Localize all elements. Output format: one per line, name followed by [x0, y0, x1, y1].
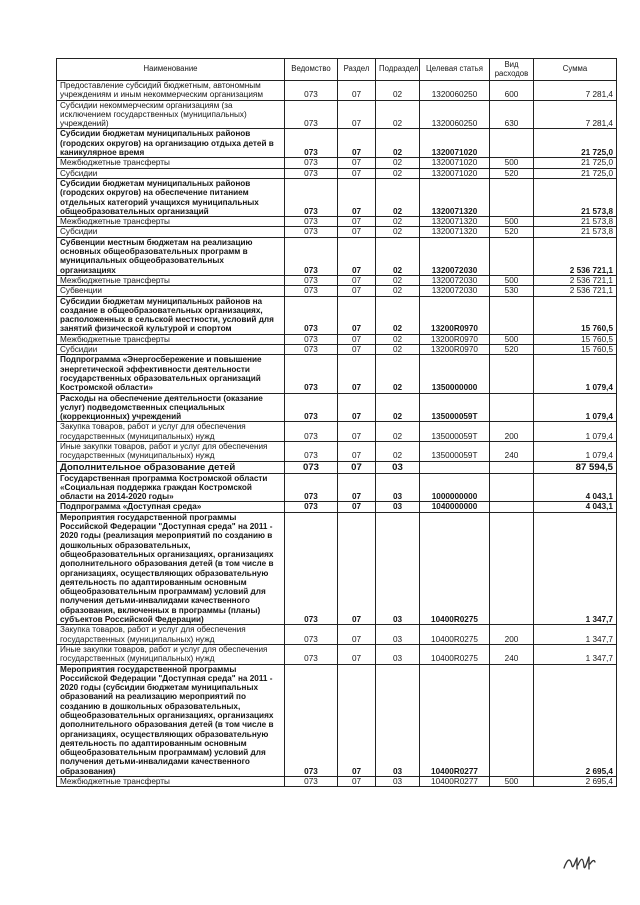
row-department: 073 — [285, 502, 338, 512]
row-section: 07 — [338, 461, 376, 473]
row-expense-type — [490, 355, 534, 393]
header-target: Целевая статья — [420, 59, 490, 81]
row-target: 1320071020 — [420, 168, 490, 178]
table-row — [57, 296, 617, 334]
row-sum: 21 725,0 — [534, 129, 617, 158]
row-department: 073 — [285, 664, 338, 777]
row-target: 1320072030 — [420, 275, 490, 285]
row-department: 073 — [285, 644, 338, 664]
row-expense-type: 500 — [490, 158, 534, 168]
row-sum: 1 079,4 — [534, 422, 617, 442]
row-sum: 21 725,0 — [534, 158, 617, 168]
row-subsection: 03 — [376, 461, 420, 473]
row-name: Субвенции местным бюджетам на реализацию основных общеобразовательных программ в муниципальных общеобразовательных организациях — [57, 237, 285, 275]
row-section: 07 — [338, 81, 376, 101]
row-expense-type: 520 — [490, 227, 534, 237]
row-department: 073 — [285, 275, 338, 285]
row-target: 13200R0970 — [420, 334, 490, 344]
row-name: Субсидии некоммерческим организациям (за исключением государственных (муниципальных) учреждений) — [57, 100, 285, 129]
row-target: 13200R0970 — [420, 345, 490, 355]
row-department: 073 — [285, 473, 338, 502]
budget-table — [56, 58, 617, 787]
row-subsection: 02 — [376, 217, 420, 227]
row-expense-type: 200 — [490, 422, 534, 442]
row-sum: 2 536 721,1 — [534, 286, 617, 296]
row-target: 10400R0275 — [420, 644, 490, 664]
row-expense-type — [490, 473, 534, 502]
row-sum: 2 695,4 — [534, 664, 617, 777]
row-name: Межбюджетные трансферты — [57, 275, 285, 285]
row-expense-type: 500 — [490, 334, 534, 344]
row-name: Межбюджетные трансферты — [57, 158, 285, 168]
table-row — [57, 81, 617, 101]
table-row — [57, 777, 617, 787]
table-row — [57, 512, 617, 625]
table-row — [57, 158, 617, 168]
row-department: 073 — [285, 168, 338, 178]
row-department: 073 — [285, 217, 338, 227]
table-row — [57, 441, 617, 461]
row-expense-type: 200 — [490, 625, 534, 645]
row-name: Межбюджетные трансферты — [57, 217, 285, 227]
header-expense-type: Вид расходов — [490, 59, 534, 81]
row-sum: 4 043,1 — [534, 473, 617, 502]
row-target: 1320072030 — [420, 286, 490, 296]
row-subsection: 02 — [376, 129, 420, 158]
table-row — [57, 393, 617, 422]
row-section: 07 — [338, 158, 376, 168]
row-target: 13200R0970 — [420, 296, 490, 334]
row-subsection: 02 — [376, 441, 420, 461]
row-name: Иные закупки товаров, работ и услуг для обеспечения государственных (муниципальных) нужд — [57, 644, 285, 664]
row-sum: 2 695,4 — [534, 777, 617, 787]
row-subsection: 02 — [376, 422, 420, 442]
row-expense-type — [490, 664, 534, 777]
row-department: 073 — [285, 81, 338, 101]
row-subsection: 02 — [376, 237, 420, 275]
row-subsection: 02 — [376, 345, 420, 355]
row-target: 135000059Т — [420, 393, 490, 422]
row-section: 07 — [338, 334, 376, 344]
row-section: 07 — [338, 129, 376, 158]
row-sum: 1 079,4 — [534, 355, 617, 393]
row-subsection: 02 — [376, 355, 420, 393]
row-expense-type — [490, 178, 534, 216]
row-name: Субсидии бюджетам муниципальных районов (городских округов) на организацию отдыха детей в каникулярное время — [57, 129, 285, 158]
table-row — [57, 100, 617, 129]
row-subsection: 03 — [376, 777, 420, 787]
row-expense-type — [490, 461, 534, 473]
row-subsection: 02 — [376, 227, 420, 237]
row-expense-type — [490, 393, 534, 422]
row-department: 073 — [285, 393, 338, 422]
row-subsection: 02 — [376, 168, 420, 178]
row-sum: 1 079,4 — [534, 441, 617, 461]
row-target: 1320060250 — [420, 100, 490, 129]
table-row — [57, 227, 617, 237]
row-expense-type: 240 — [490, 441, 534, 461]
table-row — [57, 502, 617, 512]
row-department: 073 — [285, 158, 338, 168]
row-target: 1320071320 — [420, 217, 490, 227]
table-row — [57, 355, 617, 393]
row-subsection: 02 — [376, 81, 420, 101]
row-subsection: 03 — [376, 473, 420, 502]
row-expense-type — [490, 237, 534, 275]
table-row — [57, 237, 617, 275]
table-row — [57, 275, 617, 285]
row-name: Государственная программа Костромской области «Социальная поддержка граждан Костромской области на 2014-2020 годы» — [57, 473, 285, 502]
row-section: 07 — [338, 441, 376, 461]
row-section: 07 — [338, 100, 376, 129]
row-section: 07 — [338, 644, 376, 664]
row-section: 07 — [338, 168, 376, 178]
row-target: 10400R0277 — [420, 664, 490, 777]
row-department: 073 — [285, 178, 338, 216]
row-section: 07 — [338, 345, 376, 355]
row-sum: 7 281,4 — [534, 81, 617, 101]
table-row — [57, 644, 617, 664]
row-target: 10400R0275 — [420, 512, 490, 625]
row-sum: 87 594,5 — [534, 461, 617, 473]
row-subsection: 03 — [376, 664, 420, 777]
row-target: 1320071020 — [420, 129, 490, 158]
row-name: Межбюджетные трансферты — [57, 777, 285, 787]
row-section: 07 — [338, 393, 376, 422]
row-department: 073 — [285, 625, 338, 645]
row-name: Субсидии — [57, 168, 285, 178]
row-target: 1040000000 — [420, 502, 490, 512]
table-body — [57, 81, 617, 787]
row-subsection: 03 — [376, 502, 420, 512]
row-subsection: 02 — [376, 296, 420, 334]
row-section: 07 — [338, 777, 376, 787]
handwritten-signature-icon — [562, 850, 596, 872]
row-target: 10400R0277 — [420, 777, 490, 787]
row-target: 135000059Т — [420, 422, 490, 442]
row-department: 073 — [285, 227, 338, 237]
row-subsection: 02 — [376, 100, 420, 129]
row-subsection: 02 — [376, 178, 420, 216]
row-section: 07 — [338, 422, 376, 442]
row-target: 1320071320 — [420, 178, 490, 216]
row-expense-type — [490, 296, 534, 334]
row-sum: 4 043,1 — [534, 502, 617, 512]
row-sum: 2 536 721,1 — [534, 237, 617, 275]
table-row — [57, 178, 617, 216]
row-expense-type: 520 — [490, 345, 534, 355]
row-target: 1000000000 — [420, 473, 490, 502]
row-department: 073 — [285, 441, 338, 461]
row-name: Мероприятия государственной программы Российской Федерации "Доступная среда" на 2011 - 2020 годы (субсидии бюджетам муниципальных образований на реализацию мероприятий по созданию в дошкольных образовательных, общеобразовательных организациях, организациях дополнительного образования детей (в том числе в организациях, осуществляющих образовательную деятельность по адаптированным основным общеобразовательным программам) условий для получения детьми-инвалидами качественного образования) — [57, 664, 285, 777]
row-subsection: 02 — [376, 275, 420, 285]
row-name: Подпрограмма «Энергосбережение и повышение энергетической эффективности деятельности государственных образовательных организаций Костромской области» — [57, 355, 285, 393]
row-department: 073 — [285, 422, 338, 442]
row-name: Субсидии бюджетам муниципальных районов (городских округов) на обеспечение питанием отдельных категорий учащихся муниципальных общеобразовательных организаций — [57, 178, 285, 216]
row-section: 07 — [338, 178, 376, 216]
table-row — [57, 217, 617, 227]
row-expense-type — [490, 512, 534, 625]
table-row — [57, 473, 617, 502]
row-department: 073 — [285, 296, 338, 334]
table-row — [57, 129, 617, 158]
row-department: 073 — [285, 777, 338, 787]
row-name: Дополнительное образование детей — [57, 461, 285, 473]
row-department: 073 — [285, 345, 338, 355]
row-name: Мероприятия государственной программы Российской Федерации "Доступная среда" на 2011 - 2020 годы (реализация мероприятий по созданию в дошкольных образовательных, общеобразовательных организациях, организациях дополнительного образования детей (в том числе в организациях, осуществляющих образовательную деятельность по адаптированным основным общеобразовательным программам) условий для получения детьми-инвалидами качественного образования, включенных в программы (планы) субъектов Российской Федерации) — [57, 512, 285, 625]
row-subsection: 02 — [376, 393, 420, 422]
row-sum: 21 573,8 — [534, 217, 617, 227]
row-target: 10400R0275 — [420, 625, 490, 645]
row-target: 1320072030 — [420, 237, 490, 275]
row-section: 07 — [338, 286, 376, 296]
table-row — [57, 461, 617, 473]
row-name: Субсидии бюджетам муниципальных районов на создание в общеобразовательных организациях, расположенных в сельской местности, условий для занятий физической культурой и спортом — [57, 296, 285, 334]
row-expense-type — [490, 502, 534, 512]
table-row — [57, 625, 617, 645]
row-name: Предоставление субсидий бюджетным, автономным учреждениям и иным некоммерческим организациям — [57, 81, 285, 101]
row-department: 073 — [285, 334, 338, 344]
row-subsection: 03 — [376, 644, 420, 664]
row-department: 073 — [285, 100, 338, 129]
row-name: Субсидии — [57, 345, 285, 355]
row-name: Межбюджетные трансферты — [57, 334, 285, 344]
row-section: 07 — [338, 355, 376, 393]
row-subsection: 02 — [376, 158, 420, 168]
row-expense-type: 240 — [490, 644, 534, 664]
row-sum: 1 347,7 — [534, 512, 617, 625]
row-sum: 1 347,7 — [534, 625, 617, 645]
table-row — [57, 168, 617, 178]
row-expense-type — [490, 129, 534, 158]
table-row — [57, 334, 617, 344]
row-target: 135000059Т — [420, 441, 490, 461]
row-name: Субвенции — [57, 286, 285, 296]
header-name: Наименование — [57, 59, 285, 81]
row-target — [420, 461, 490, 473]
row-sum: 7 281,4 — [534, 100, 617, 129]
row-target: 1320071020 — [420, 158, 490, 168]
row-section: 07 — [338, 275, 376, 285]
row-subsection: 03 — [376, 625, 420, 645]
row-subsection: 02 — [376, 334, 420, 344]
row-name: Закупка товаров, работ и услуг для обеспечения государственных (муниципальных) нужд — [57, 625, 285, 645]
row-name: Закупка товаров, работ и услуг для обеспечения государственных (муниципальных) нужд — [57, 422, 285, 442]
row-section: 07 — [338, 237, 376, 275]
row-subsection: 03 — [376, 512, 420, 625]
row-sum: 15 760,5 — [534, 296, 617, 334]
row-subsection: 02 — [376, 286, 420, 296]
row-expense-type: 520 — [490, 168, 534, 178]
row-name: Подпрограмма «Доступная среда» — [57, 502, 285, 512]
header-subsection: Подраздел — [376, 59, 420, 81]
row-expense-type: 630 — [490, 100, 534, 129]
row-sum: 21 725,0 — [534, 168, 617, 178]
row-sum: 2 536 721,1 — [534, 275, 617, 285]
row-expense-type: 530 — [490, 286, 534, 296]
row-target: 1320071320 — [420, 227, 490, 237]
row-sum: 21 573,8 — [534, 178, 617, 216]
table-header-row — [57, 59, 617, 81]
row-department: 073 — [285, 286, 338, 296]
row-expense-type: 600 — [490, 81, 534, 101]
document-page — [56, 58, 616, 787]
row-department: 073 — [285, 129, 338, 158]
row-name: Субсидии — [57, 227, 285, 237]
row-section: 07 — [338, 625, 376, 645]
table-row — [57, 422, 617, 442]
header-section: Раздел — [338, 59, 376, 81]
row-sum: 21 573,8 — [534, 227, 617, 237]
row-section: 07 — [338, 217, 376, 227]
row-section: 07 — [338, 502, 376, 512]
row-section: 07 — [338, 296, 376, 334]
row-sum: 1 079,4 — [534, 393, 617, 422]
row-expense-type: 500 — [490, 217, 534, 227]
table-row — [57, 345, 617, 355]
row-section: 07 — [338, 473, 376, 502]
row-section: 07 — [338, 512, 376, 625]
row-target: 1350000000 — [420, 355, 490, 393]
row-department: 073 — [285, 461, 338, 473]
row-name: Расходы на обеспечение деятельности (оказание услуг) подведомственных специальных (коррекционных) учреждений — [57, 393, 285, 422]
row-sum: 1 347,7 — [534, 644, 617, 664]
table-row — [57, 664, 617, 777]
header-sum: Сумма — [534, 59, 617, 81]
row-expense-type: 500 — [490, 275, 534, 285]
row-expense-type: 500 — [490, 777, 534, 787]
header-department: Ведомство — [285, 59, 338, 81]
row-sum: 15 760,5 — [534, 334, 617, 344]
row-department: 073 — [285, 512, 338, 625]
row-section: 07 — [338, 664, 376, 777]
row-target: 1320060250 — [420, 81, 490, 101]
row-name: Иные закупки товаров, работ и услуг для обеспечения государственных (муниципальных) нужд — [57, 441, 285, 461]
row-department: 073 — [285, 355, 338, 393]
row-sum: 15 760,5 — [534, 345, 617, 355]
row-department: 073 — [285, 237, 338, 275]
row-section: 07 — [338, 227, 376, 237]
table-row — [57, 286, 617, 296]
